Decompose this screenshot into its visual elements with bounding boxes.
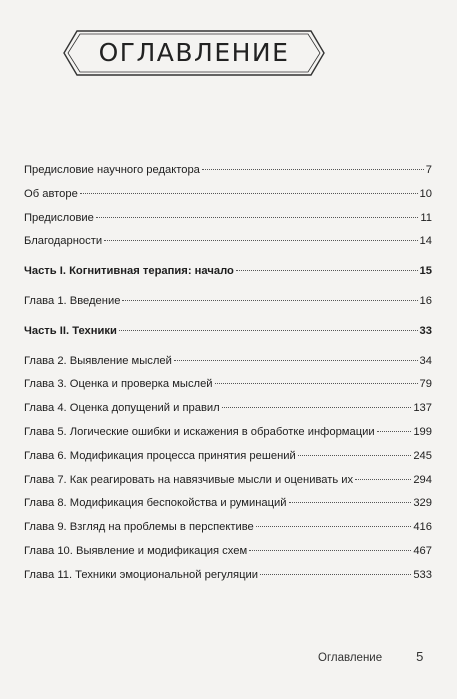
page-footer (318, 649, 423, 664)
title-banner (63, 30, 325, 76)
toc-entry-row (24, 496, 432, 520)
toc-page-number: 7 (425, 164, 432, 176)
toc-entry-title: Глава 2. Выявление мыслей (24, 354, 172, 367)
toc-entry-row (24, 163, 432, 187)
toc-entry-row (24, 473, 432, 497)
toc-page-number: 416 (413, 521, 432, 534)
toc-entry-title: Глава 7. Как реагировать на навязчивые мысли и оценивать их (24, 473, 354, 486)
toc-dot-leader (202, 169, 424, 170)
toc-dot-leader (355, 479, 411, 480)
toc-entry-row (24, 449, 432, 473)
toc-page-number: 15 (419, 265, 432, 278)
toc-entry-title: Глава 11. Техники эмоциональной регуляции (24, 568, 258, 581)
page-title: ОГЛАВЛЕНИЕ (98, 38, 290, 67)
toc-dot-leader (298, 455, 412, 456)
toc-entry-row (24, 294, 432, 318)
toc-dot-leader (122, 300, 417, 301)
toc-page-number: 294 (413, 473, 432, 486)
toc-dot-leader (215, 383, 418, 384)
toc-dot-leader (104, 240, 417, 241)
table-of-contents (24, 163, 432, 592)
toc-page-number: 34 (419, 354, 432, 367)
toc-entry-title: Глава 1. Введение (24, 294, 121, 307)
toc-entry-title: Глава 3. Оценка и проверка мыслей (24, 378, 213, 391)
toc-dot-leader (256, 526, 412, 527)
toc-part-row (24, 264, 432, 288)
toc-entry-title: Предисловие (24, 211, 94, 224)
toc-entry-row (24, 520, 432, 544)
footer-page-number: 5 (416, 649, 424, 664)
toc-entry-row (24, 401, 432, 425)
toc-page-number: 533 (413, 568, 432, 581)
toc-entry-title: Предисловие научного редактора (24, 164, 200, 176)
toc-dot-leader (96, 217, 418, 218)
toc-entry-title: Часть I. Когнитивная терапия: начало (24, 265, 234, 278)
toc-dot-leader (222, 407, 412, 408)
toc-dot-leader (174, 360, 418, 361)
toc-entry-title: Глава 9. Взгляд на проблемы в перспективе (24, 521, 254, 534)
toc-entry-title: Благодарности (24, 235, 103, 248)
toc-entry-row (24, 377, 432, 401)
toc-entry-title: Часть II. Техники (24, 324, 117, 337)
toc-entry-row (24, 544, 432, 568)
footer-section-title: Оглавление (318, 652, 383, 664)
toc-page-number: 79 (419, 378, 432, 391)
toc-dot-leader (80, 193, 418, 194)
toc-entry-row (24, 425, 432, 449)
toc-dot-leader (260, 574, 411, 575)
toc-dot-leader (289, 502, 412, 503)
toc-entry-row (24, 187, 432, 211)
toc-dot-leader (377, 431, 412, 432)
toc-entry-title: Глава 6. Модификация процесса принятия решений (24, 449, 296, 462)
toc-page-number: 137 (413, 402, 432, 415)
toc-entry-row (24, 211, 432, 235)
toc-page-number: 16 (419, 294, 432, 307)
toc-page-number: 33 (419, 324, 432, 337)
toc-page-number: 467 (413, 544, 432, 557)
toc-entry-row (24, 568, 432, 592)
toc-page-number: 14 (419, 235, 432, 248)
toc-entry-row (24, 354, 432, 378)
toc-entry-title: Глава 8. Модификация беспокойства и руминаций (24, 497, 287, 510)
toc-page-number: 199 (413, 425, 432, 438)
toc-entry-title: Об авторе (24, 187, 78, 200)
toc-entry-row (24, 234, 432, 258)
toc-dot-leader (119, 330, 418, 331)
toc-page-number: 11 (420, 211, 432, 224)
toc-page-number: 10 (419, 187, 432, 200)
toc-entry-title: Глава 10. Выявление и модификация схем (24, 544, 248, 557)
toc-dot-leader (249, 550, 411, 551)
toc-entry-title: Глава 4. Оценка допущений и правил (24, 402, 220, 415)
toc-page-number: 329 (413, 497, 432, 510)
toc-page-number: 245 (413, 449, 432, 462)
toc-part-row (24, 324, 432, 348)
toc-entry-title: Глава 5. Логические ошибки и искажения в обработке информации (24, 425, 375, 438)
toc-dot-leader (236, 270, 418, 271)
